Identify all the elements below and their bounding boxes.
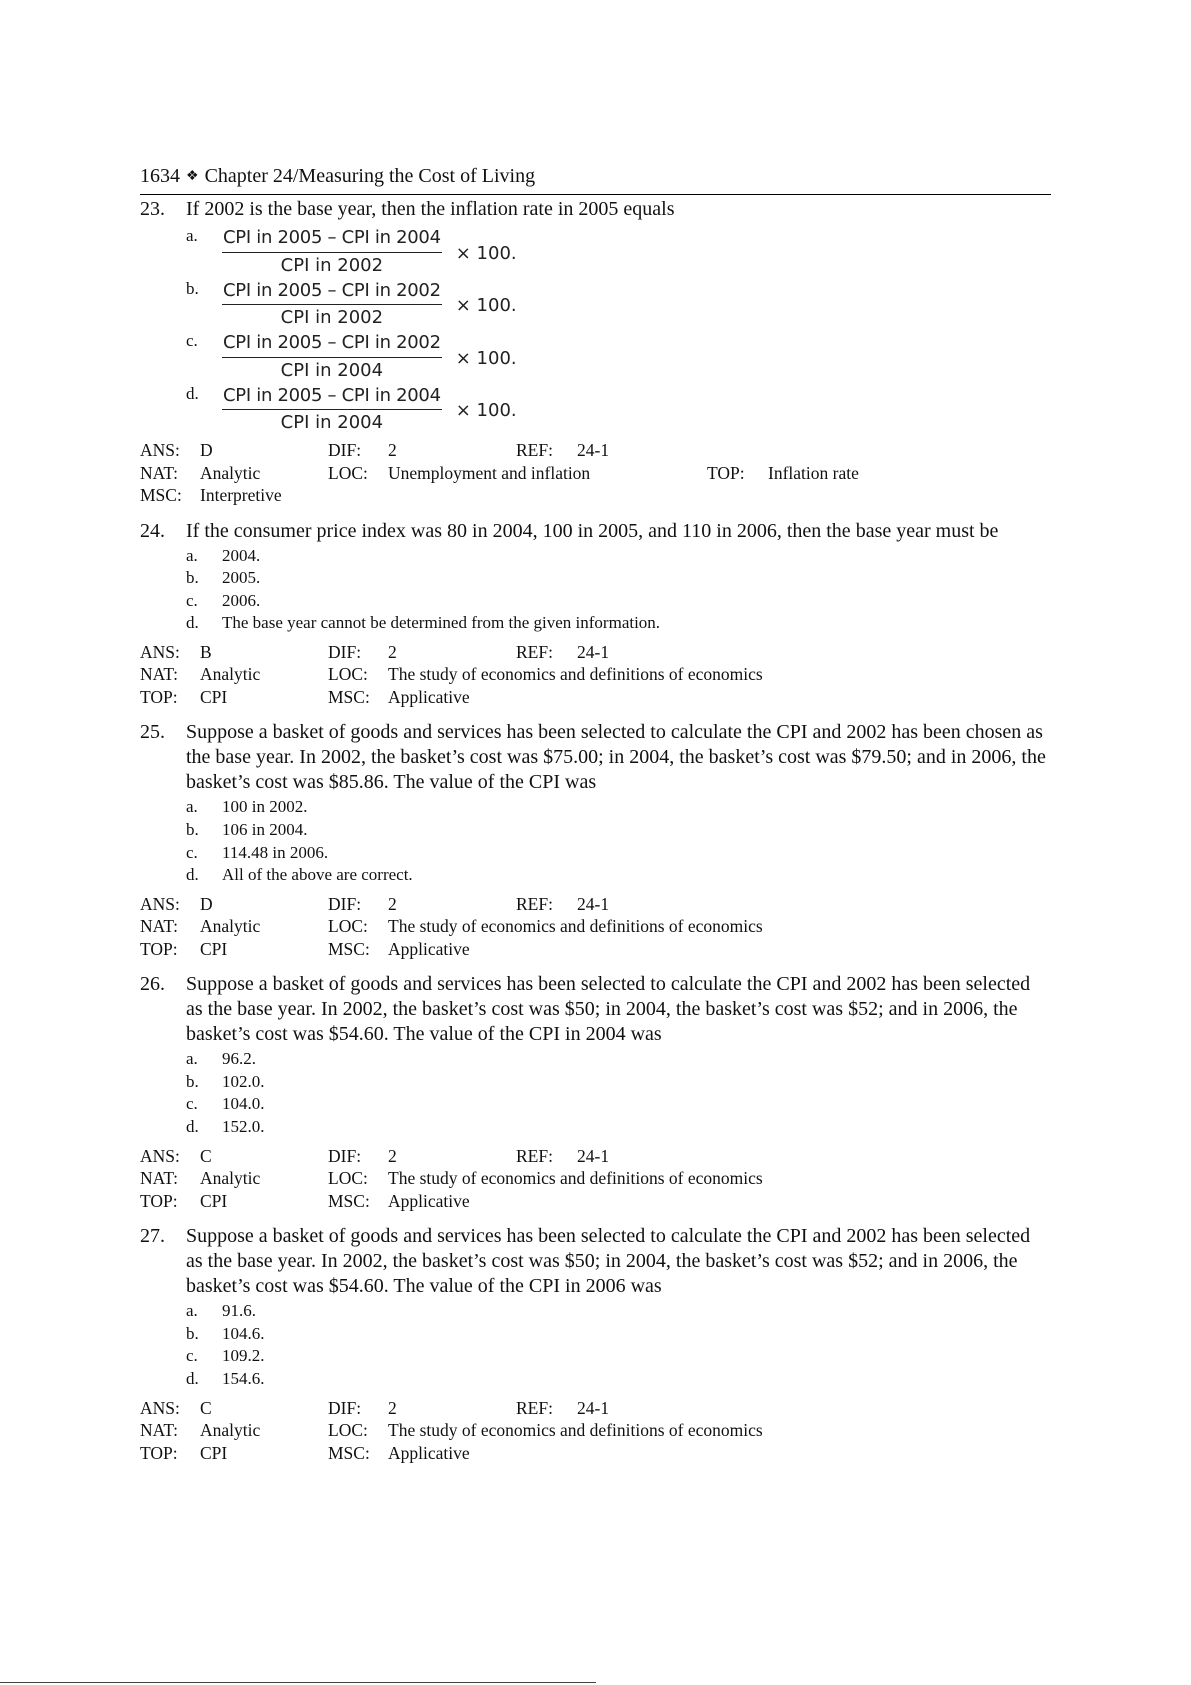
question-metadata: [140, 1397, 1051, 1465]
choice-letter: c.: [186, 331, 198, 350]
meta-value-msc: Interpretive: [200, 485, 282, 505]
fraction: [222, 385, 442, 435]
meta-label-top: TOP:: [140, 686, 178, 707]
question-27: [140, 1224, 1051, 1476]
answer-choices: [186, 1300, 1051, 1390]
choice-c: [186, 328, 1051, 381]
meta-value-ans: C: [200, 1397, 212, 1418]
fraction: [222, 332, 442, 382]
meta-value-nat: Analytic: [200, 462, 261, 483]
meta-label-ans: ANS:: [140, 893, 180, 914]
choice-c: [186, 1345, 1051, 1368]
choice-d: [186, 1116, 1051, 1139]
question-24: [140, 519, 1051, 721]
diamond-separator-icon: ❖: [186, 169, 199, 184]
choice-letter: b.: [186, 278, 199, 298]
fraction: [222, 227, 442, 277]
choice-d: [186, 612, 1051, 635]
choice-b: [186, 1323, 1051, 1346]
choice-letter: a.: [186, 226, 198, 245]
meta-value-loc: The study of economics and definitions of economics: [388, 916, 763, 937]
choice-a: [186, 796, 1051, 819]
meta-value-ref: 24-1: [577, 1145, 610, 1166]
meta-label-nat: NAT:: [140, 1420, 179, 1440]
meta-label-nat: NAT:: [140, 916, 179, 937]
question-metadata: [140, 439, 1051, 507]
meta-row: [140, 1190, 1051, 1213]
answer-choices: [186, 796, 1051, 886]
meta-label-dif: DIF:: [328, 641, 362, 662]
formula: [222, 276, 517, 330]
choice-letter: d.: [186, 1117, 199, 1137]
choice-letter: b.: [186, 1323, 199, 1343]
meta-label-msc: MSC:: [140, 485, 182, 505]
meta-value-nat: Analytic: [200, 664, 261, 685]
meta-label-dif: DIF:: [328, 1145, 362, 1166]
meta-value-dif: 2: [388, 893, 397, 914]
meta-value-msc: Applicative: [388, 938, 470, 959]
meta-value-top: CPI: [200, 938, 228, 959]
meta-value-loc: The study of economics and definitions of economics: [388, 1420, 763, 1440]
meta-label-ans: ANS:: [140, 1397, 180, 1418]
multiplier: × 100.: [455, 295, 517, 317]
meta-label-dif: DIF:: [328, 1397, 362, 1418]
meta-value-dif: 2: [388, 641, 397, 662]
choice-letter: b.: [186, 568, 199, 588]
meta-row: [140, 1397, 1051, 1420]
choice-text: All of the above are correct.: [222, 865, 413, 885]
meta-value-top: CPI: [200, 686, 228, 707]
fraction-denominator: CPI in 2002: [280, 307, 384, 329]
meta-value-top: Inflation rate: [768, 462, 859, 483]
choice-letter: a.: [186, 1049, 198, 1069]
meta-label-msc: MSC:: [328, 686, 370, 707]
meta-label-top: TOP:: [140, 1442, 178, 1463]
choice-a: [186, 1300, 1051, 1323]
meta-label-msc: MSC:: [328, 1190, 370, 1211]
question-26: [140, 972, 1051, 1224]
meta-value-ans: D: [200, 893, 213, 914]
answer-choices: [186, 223, 1051, 433]
meta-row: [140, 938, 1051, 961]
question-text: Suppose a basket of goods and services has been selected to calculate the CPI and 2002 has been chosen as the base year. In 2002, the basket’s cost was $75.00; in 2004, the basket’s cost was $79.50; and in 2006, the basket’s cost was $85.86. The value of the CPI was: [186, 721, 1046, 794]
meta-label-ans: ANS:: [140, 440, 180, 460]
page-header: [140, 162, 1051, 195]
meta-label-ref: REF:: [516, 641, 553, 662]
fraction-numerator: CPI in 2005 – CPI in 2004: [222, 385, 442, 411]
fraction-denominator: CPI in 2004: [280, 412, 384, 434]
meta-value-msc: Applicative: [388, 1442, 470, 1463]
question-number: 24.: [140, 519, 165, 542]
choice-letter: c.: [186, 590, 198, 610]
choice-text: 102.0.: [222, 1071, 265, 1091]
meta-value-top: CPI: [200, 1190, 228, 1211]
meta-label-loc: LOC:: [328, 664, 368, 685]
meta-row: [140, 484, 1051, 507]
meta-value-nat: Analytic: [200, 1420, 261, 1440]
choice-a: [186, 223, 1051, 276]
meta-value-ref: 24-1: [577, 1397, 610, 1418]
choice-d: [186, 1368, 1051, 1391]
meta-label-loc: LOC:: [328, 1420, 368, 1440]
meta-label-top: TOP:: [707, 462, 745, 483]
question-25: [140, 720, 1051, 972]
question-number: 23.: [140, 198, 165, 220]
meta-row: [140, 1145, 1051, 1168]
choice-text: 152.0.: [222, 1117, 265, 1137]
choice-d: [186, 864, 1051, 887]
question-number: 27.: [140, 1225, 165, 1248]
meta-row: [140, 1442, 1051, 1465]
meta-label-dif: DIF:: [328, 440, 362, 460]
meta-row: [140, 915, 1051, 938]
choice-text: 2004.: [222, 545, 261, 565]
choice-text: 106 in 2004.: [222, 819, 308, 839]
answer-choices: [186, 545, 1051, 635]
choice-letter: c.: [186, 842, 198, 862]
meta-label-loc: LOC:: [328, 1168, 368, 1189]
choice-letter: a.: [186, 1301, 198, 1321]
choice-letter: d.: [186, 865, 199, 885]
meta-value-dif: 2: [388, 1145, 397, 1166]
footer-rule: [0, 1682, 596, 1683]
meta-value-loc: The study of economics and definitions of economics: [388, 664, 763, 685]
meta-value-loc: The study of economics and definitions of economics: [388, 1168, 763, 1189]
choice-text: 109.2.: [222, 1346, 265, 1366]
meta-label-ref: REF:: [516, 893, 553, 914]
meta-value-dif: 2: [388, 440, 397, 460]
meta-row: [140, 1419, 1051, 1442]
fraction-denominator: CPI in 2004: [280, 359, 384, 381]
meta-label-dif: DIF:: [328, 893, 362, 914]
meta-label-msc: MSC:: [328, 1442, 370, 1463]
meta-value-ans: B: [200, 641, 212, 662]
question-stem: [140, 197, 1051, 222]
formula: [222, 381, 517, 435]
question-metadata: [140, 1145, 1051, 1213]
choice-c: [186, 590, 1051, 613]
question-number: 26.: [140, 973, 165, 996]
choice-text: 2005.: [222, 568, 261, 588]
meta-label-nat: NAT:: [140, 462, 179, 483]
choice-d: [186, 381, 1051, 434]
question-number: 25.: [140, 721, 165, 744]
formula: [222, 223, 517, 277]
choice-text: The base year cannot be determined from the given information.: [222, 613, 661, 633]
choice-c: [186, 1093, 1051, 1116]
question-metadata: [140, 641, 1051, 709]
meta-label-ans: ANS:: [140, 641, 180, 662]
choice-a: [186, 1048, 1051, 1071]
choice-text: 154.6.: [222, 1368, 265, 1388]
choice-letter: b.: [186, 1071, 199, 1091]
meta-value-ans: D: [200, 440, 213, 460]
choice-b: [186, 819, 1051, 842]
meta-label-ref: REF:: [516, 440, 553, 460]
question-stem: [140, 519, 1051, 544]
meta-label-ans: ANS:: [140, 1145, 180, 1166]
meta-label-top: TOP:: [140, 1190, 178, 1211]
meta-label-loc: LOC:: [328, 462, 368, 483]
answer-choices: [186, 1048, 1051, 1138]
choice-letter: d.: [186, 1368, 199, 1388]
meta-value-dif: 2: [388, 1397, 397, 1418]
meta-label-nat: NAT:: [140, 664, 179, 685]
choice-text: 2006.: [222, 590, 261, 610]
meta-value-msc: Applicative: [388, 1190, 470, 1211]
choice-letter: d.: [186, 613, 199, 633]
meta-value-ans: C: [200, 1145, 212, 1166]
fraction: [222, 280, 442, 330]
meta-label-msc: MSC:: [328, 938, 370, 959]
question-stem: [140, 720, 1051, 795]
meta-value-ref: 24-1: [577, 893, 610, 914]
choice-text: 91.6.: [222, 1301, 256, 1321]
meta-row: [140, 663, 1051, 686]
meta-row: [140, 641, 1051, 664]
question-list: [140, 197, 1051, 1476]
choice-letter: a.: [186, 797, 198, 817]
choice-text: 114.48 in 2006.: [222, 842, 329, 862]
chapter-title: Chapter 24/Measuring the Cost of Living: [204, 165, 536, 187]
fraction-numerator: CPI in 2005 – CPI in 2004: [222, 227, 442, 253]
meta-row: [140, 462, 1051, 485]
meta-label-nat: NAT:: [140, 1168, 179, 1189]
meta-value-nat: Analytic: [200, 916, 261, 937]
fraction-denominator: CPI in 2002: [280, 254, 384, 276]
choice-b: [186, 1071, 1051, 1094]
choice-letter: c.: [186, 1346, 198, 1366]
question-metadata: [140, 893, 1051, 961]
multiplier: × 100.: [455, 347, 517, 369]
fraction-numerator: CPI in 2005 – CPI in 2002: [222, 332, 442, 358]
meta-value-ref: 24-1: [577, 440, 610, 460]
meta-label-ref: REF:: [516, 1397, 553, 1418]
formula: [222, 328, 517, 382]
meta-row: [140, 686, 1051, 709]
choice-letter: a.: [186, 545, 198, 565]
multiplier: × 100.: [455, 400, 517, 422]
choice-text: 104.6.: [222, 1323, 265, 1343]
question-text: If 2002 is the base year, then the inflation rate in 2005 equals: [186, 198, 675, 220]
question-text: Suppose a basket of goods and services has been selected to calculate the CPI and 2002 has been selected as the base year. In 2002, the basket’s cost was $50; in 2004, the basket’s cost was $52; and in 2006, the basket’s cost was $54.60. The value of the CPI in 2004 was: [186, 973, 1031, 1046]
question-23: [140, 197, 1051, 519]
meta-row: [140, 893, 1051, 916]
meta-row: [140, 1167, 1051, 1190]
choice-text: 100 in 2002.: [222, 797, 308, 817]
meta-label-ref: REF:: [516, 1145, 553, 1166]
page-number: 1634: [140, 165, 180, 187]
question-stem: [140, 972, 1051, 1047]
choice-b: [186, 567, 1051, 590]
choice-letter: b.: [186, 819, 199, 839]
meta-value-msc: Applicative: [388, 686, 470, 707]
choice-text: 104.0.: [222, 1094, 265, 1114]
choice-b: [186, 276, 1051, 329]
choice-letter: c.: [186, 1094, 198, 1114]
meta-value-nat: Analytic: [200, 1168, 261, 1189]
choice-text: 96.2.: [222, 1049, 256, 1069]
meta-label-top: TOP:: [140, 938, 178, 959]
meta-label-loc: LOC:: [328, 916, 368, 937]
meta-value-top: CPI: [200, 1442, 228, 1463]
fraction-numerator: CPI in 2005 – CPI in 2002: [222, 280, 442, 306]
meta-row: [140, 439, 1051, 462]
question-text: Suppose a basket of goods and services has been selected to calculate the CPI and 2002 has been selected as the base year. In 2002, the basket’s cost was $50; in 2004, the basket’s cost was $52; and in 2006, the basket’s cost was $54.60. The value of the CPI in 2006 was: [186, 1225, 1031, 1298]
meta-value-loc: Unemployment and inflation: [388, 462, 591, 483]
choice-letter: d.: [186, 383, 199, 403]
choice-c: [186, 842, 1051, 865]
meta-value-ref: 24-1: [577, 641, 610, 662]
question-stem: [140, 1224, 1051, 1299]
question-text: If the consumer price index was 80 in 2004, 100 in 2005, and 110 in 2006, then the base year must be: [186, 519, 999, 542]
choice-a: [186, 545, 1051, 568]
multiplier: × 100.: [455, 242, 517, 264]
